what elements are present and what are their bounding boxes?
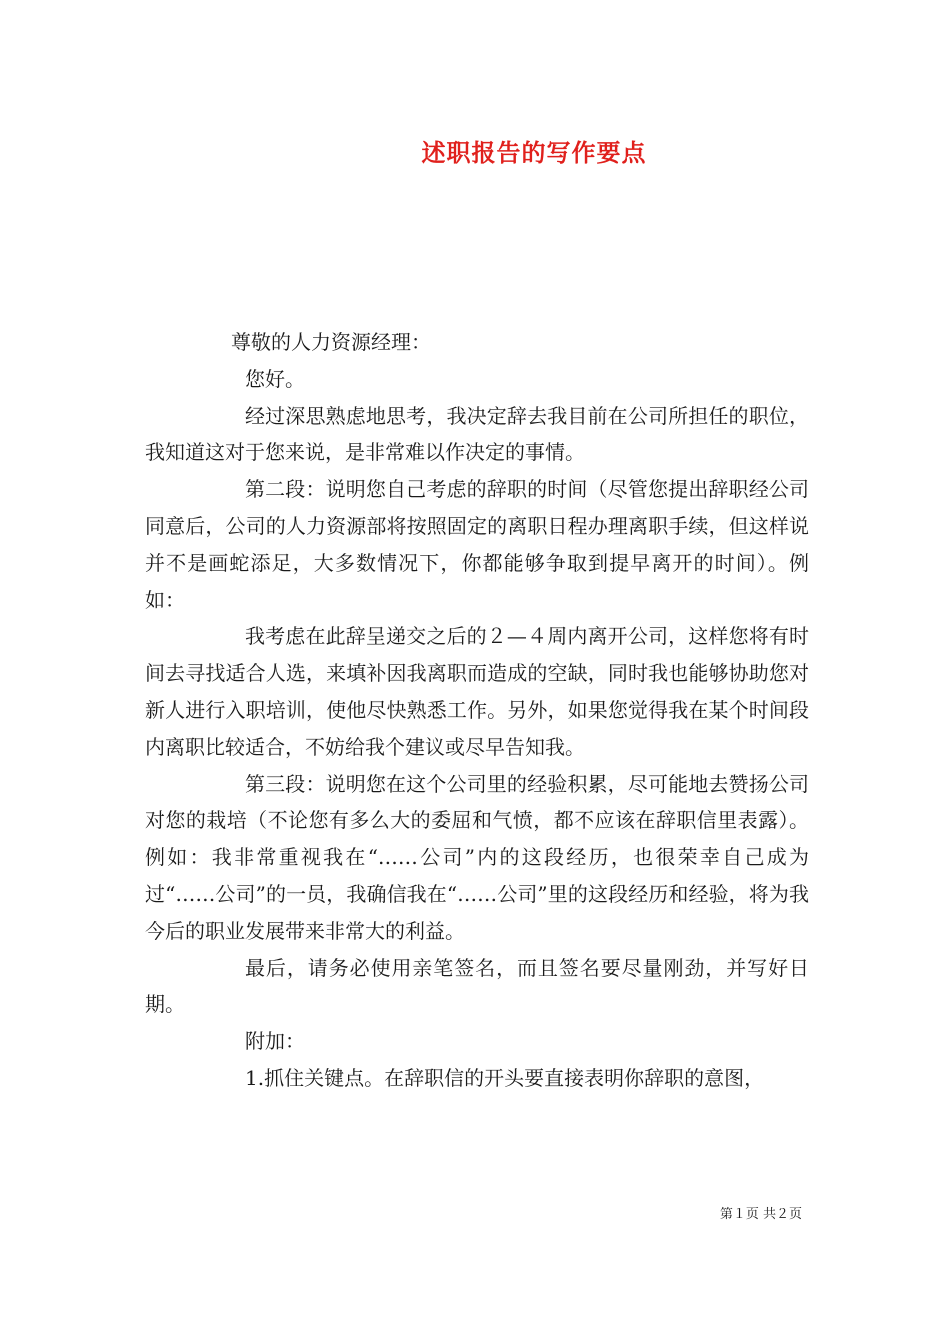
document-title: 述职报告的写作要点 [421,138,647,167]
paragraph-appendix-heading: 附加： [245,1029,305,1054]
paragraph-greeting: 您好。 [245,366,305,391]
page-footer: 第１页 共２页 [719,1207,802,1222]
paragraph-intent: 经过深思熟虑地思考，我决定辞去我目前在公司所担任的职位，我知道这对于您来说，是非常难以作决定的事情。 [145,403,809,465]
document-body [145,324,809,1097]
paragraph-example-timing: 我考虑在此辞呈递交之后的２—４周内离开公司，这样您将有时间去寻找适合人选，来填补因我离职而造成的空缺，同时我也能够协助您对新人进行入职培训，使他尽快熟悉工作。另外，如果您觉得我在某个时间段内离职比较适合，不妨给我个建议或尽早告知我。 [145,624,809,759]
paragraph-second-section: 第二段：说明您自己考虑的辞职的时间（尽管您提出辞职经公司同意后，公司的人力资源部将按照固定的离职日程办理离职手续，但这样说并不是画蛇添足，大多数情况下，你都能够争取到提早离开的时间）。例如： [145,477,809,612]
paragraph-signature: 最后，请务必使用亲笔签名，而且签名要尽量刚劲，并写好日期。 [145,955,809,1017]
paragraph-third-section: 第三段：说明您在这个公司里的经验积累，尽可能地去赞扬公司对您的栽培（不论您有多么大的委屈和气愤，都不应该在辞职信里表露）。例如：我非常重视我在“……公司”内的这段经历，也很荣幸自己成为过“……公司”的一员，我确信我在“……公司”里的这段经历和经验，将为我今后的职业发展带来非常大的利益。 [145,771,809,943]
paragraph-appendix-item-1: 1.抓住关键点。在辞职信的开头要直接表明你辞职的意图， [245,1065,765,1090]
salutation: 尊敬的人力资源经理： [231,330,431,354]
